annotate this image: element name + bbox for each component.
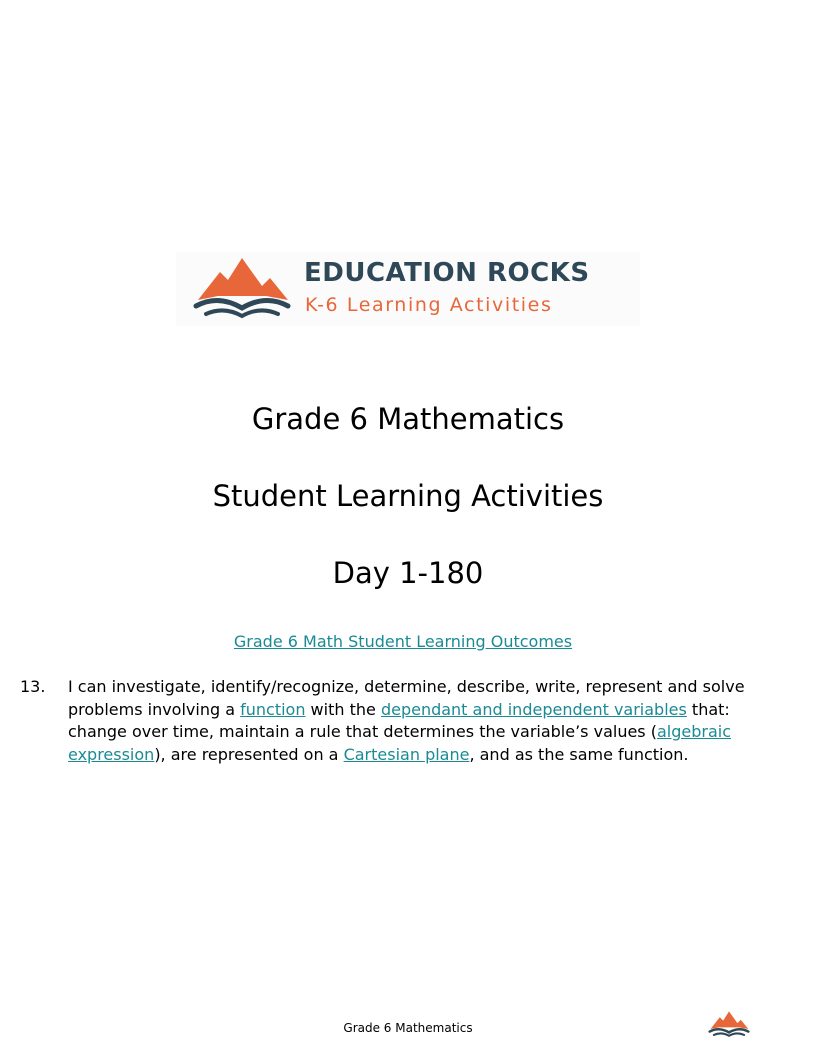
learning-outcomes-link[interactable]: Grade 6 Math Student Learning Outcomes	[233, 632, 573, 651]
document-day-range: Day 1-180	[332, 556, 484, 590]
header-logo	[176, 252, 640, 326]
logo-subtitle: K-6 Learning Activities	[305, 294, 553, 316]
outcome-number: 13.	[20, 677, 46, 696]
cartesian-plane-link[interactable]: Cartesian plane	[343, 744, 470, 764]
function-link[interactable]: function	[240, 699, 306, 719]
footer-logo-icon	[708, 1010, 750, 1038]
mountain-book-icon	[192, 256, 292, 320]
footer-text: Grade 6 Mathematics	[343, 1021, 473, 1035]
algebraic-expression-link[interactable]: algebraic expression	[68, 722, 731, 764]
outcome-text-part: with the	[305, 699, 381, 719]
document-subtitle: Student Learning Activities	[212, 479, 604, 513]
outcome-text-part: that: change over time, maintain a rule that determines the variable’s values (	[68, 699, 730, 741]
outcome-text	[68, 676, 780, 766]
outcome-item	[20, 676, 780, 766]
outcome-text-part: ), are represented on a	[154, 744, 344, 764]
outcome-text-part: I can investigate, identify/recognize, determine, describe, write, represent and solve problems involving a	[68, 677, 745, 719]
outcomes-link-container	[0, 632, 806, 651]
outcome-text-part: , and as the same function.	[469, 744, 689, 764]
document-title: Grade 6 Mathematics	[251, 402, 565, 436]
logo-title: EDUCATION ROCKS	[304, 258, 590, 288]
variables-link[interactable]: dependant and independent variables	[380, 699, 687, 719]
